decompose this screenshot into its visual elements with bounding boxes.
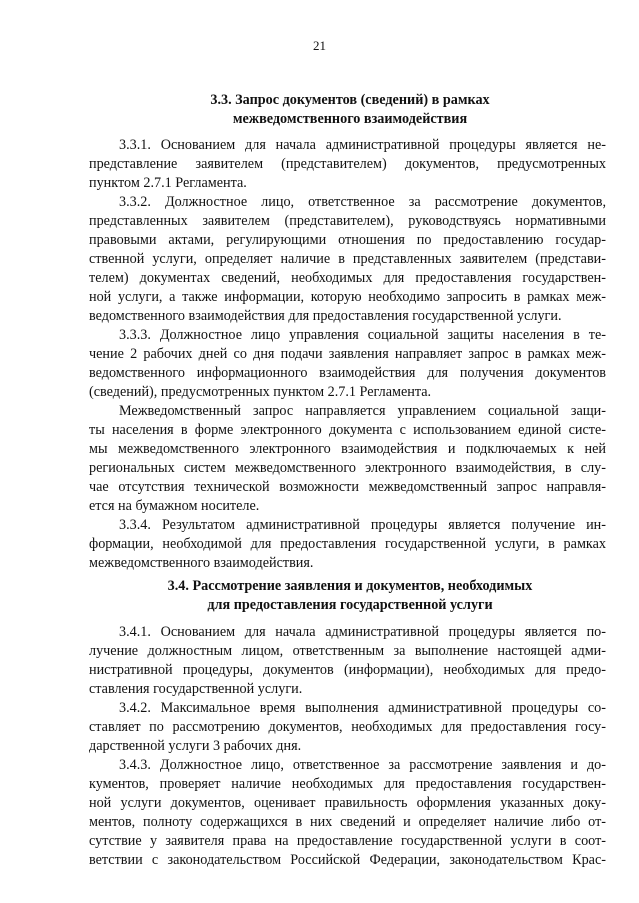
paragraph-3-3-4 — [89, 516, 606, 573]
text-line: чае отсутствия технической возможности межведомственный запрос направля- — [89, 479, 606, 495]
text-line: 3.3.3. Должностное лицо управления социальной защиты населения в те- — [119, 327, 606, 343]
text-line: правовыми актами, регулирующими отношения по предоставлению государ- — [89, 232, 606, 248]
text-line: формации, необходимой для предоставления государственной услуги, в рамках — [89, 536, 606, 552]
text-line: (сведений), предусмотренных пунктом 2.7.1 Регламента. — [89, 384, 432, 400]
text-line: 3.4.2. Максимальное время выполнения административной процедуры со- — [119, 700, 606, 716]
section-3-3-title — [60, 91, 639, 129]
paragraph-3-4-2 — [89, 699, 606, 756]
text-line: ставления государственной услуги. — [89, 681, 303, 697]
text-line: 3.3.1. Основанием для начала административной процедуры является не- — [119, 137, 606, 153]
text-line: ственной услуги, определяет наличие в представленных заявителем (представи- — [89, 251, 606, 267]
text-line: чение 2 рабочих дней со дня подачи заявления направляет запрос в рамках меж- — [89, 346, 606, 362]
paragraph-3-4-3 — [89, 756, 606, 870]
text-line: ветствии с законодательством Российской Федерации, законодательством Крас- — [89, 852, 606, 868]
text-line: 3.4.1. Основанием для начала административной процедуры является по- — [119, 624, 606, 640]
text-line: ной услуги документов, оценивает правильность оформления указанных доку- — [89, 795, 606, 811]
section-3-4-title — [60, 577, 639, 615]
text-line: кументов, проверяет наличие необходимых для предоставления государствен- — [89, 776, 606, 792]
section-title-line: для предоставления государственной услуги — [207, 597, 493, 613]
text-line: ной услуги, а также информации, которую необходимо запросить в рамках меж- — [89, 289, 606, 305]
text-line: телем) документах сведений, необходимых для предоставления государствен- — [89, 270, 606, 286]
text-line: ментов, полноту содержащихся в них сведений и определяет наличие либо от- — [89, 814, 606, 830]
text-line: ставляет по рассмотрению документов, необходимых для предоставления госу- — [89, 719, 606, 735]
text-line: 3.4.3. Должностное лицо, ответственное за рассмотрение заявления и до- — [119, 757, 606, 773]
text-line: 3.3.2. Должностное лицо, ответственное за рассмотрение документов, — [119, 194, 606, 210]
text-line: ведомственного информационного взаимодействия для получения документов — [89, 365, 606, 381]
paragraph-3-3-1 — [89, 136, 606, 193]
text-line: межведомственного взаимодействия. — [89, 555, 314, 571]
text-line: мы межведомственного электронного взаимодействия и подключаемых к ней — [89, 441, 606, 457]
text-line: лучение должностным лицом, ответственным за выполнение настоящей адми- — [89, 643, 606, 659]
page-number: 21 — [313, 38, 326, 53]
text-line: региональных систем межведомственного электронного взаимодействия, в слу- — [89, 460, 606, 476]
text-line: Межведомственный запрос направляется управлением социальной защи- — [119, 403, 606, 419]
text-line: сутствие у заявителя права на предоставление государственной услуги в соот- — [89, 833, 606, 849]
section-title-line: межведомственного взаимодействия — [232, 111, 468, 127]
paragraph-3-3-2 — [89, 193, 606, 326]
paragraph-interagency-request — [89, 402, 606, 516]
text-line: представление заявителем (представителем) документов, предусмотренных — [89, 156, 606, 172]
text-line: ты населения в форме электронного документа с использованием единой систе- — [89, 422, 606, 438]
section-title-line: 3.4. Рассмотрение заявления и документов, необходимых — [167, 578, 533, 594]
text-line: представленных заявителем (представителем), руководствуясь нормативными — [89, 213, 606, 229]
text-line: нистративной процедуры, документов (информации), необходимых для предо- — [89, 662, 606, 678]
text-line: ведомственного взаимодействия для предоставления государственной услуги. — [89, 308, 562, 324]
paragraph-3-4-1 — [89, 623, 606, 699]
text-line: ется на бумажном носителе. — [89, 498, 260, 514]
text-line: 3.3.4. Результатом административной процедуры является получение ин- — [119, 517, 606, 533]
paragraph-3-3-3 — [89, 326, 606, 402]
text-line: дарственной услуги 3 рабочих дня. — [89, 738, 302, 754]
text-line: пунктом 2.7.1 Регламента. — [89, 175, 247, 191]
section-title-line: 3.3. Запрос документов (сведений) в рамках — [210, 92, 490, 108]
